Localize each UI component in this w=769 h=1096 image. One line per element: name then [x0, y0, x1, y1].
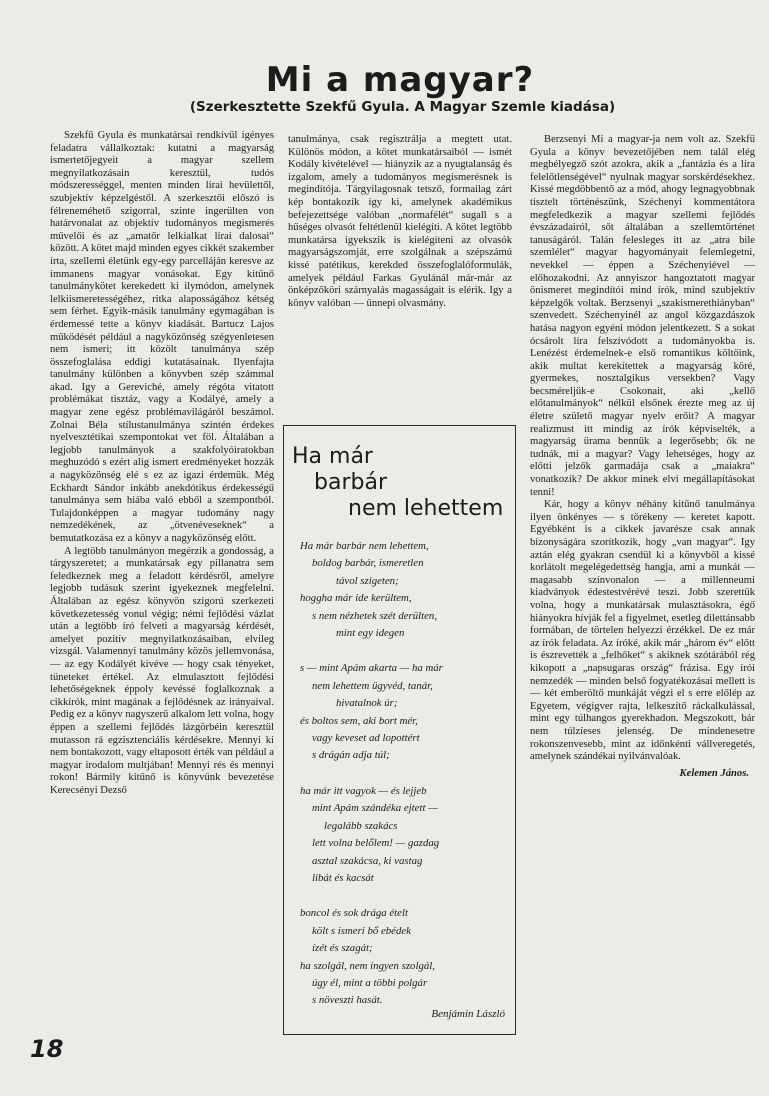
- poem-line: távol szigeten;: [336, 574, 399, 587]
- poem-stanza: [300, 783, 510, 887]
- poem-stanza: [300, 538, 510, 642]
- article-title: Mi a magyar?: [265, 60, 535, 100]
- poem-line: asztal szakácsa, ki vastag: [312, 854, 423, 867]
- article-subtitle: (Szerkesztette Szekfű Gyula. A Magyar Szemle kiadása): [189, 99, 616, 115]
- paragraph: Berzsenyi Mi a magyar-ja nem volt az. Szekfű Gyula a könyv bevezetőjében nem talál elég megbélyegző szót azokra, akik a „fantázia és a líra felelőtlenségével“ nyulnak magyar sorskérdésekhez. Kissé megdöbbentő az a mód, ahogy legnagyobbnak tisztelt történészünk, Széchenyi kommentátora megfeledkezik a magyar szellemi fejlődés évszázadairól, sőt általában a szellemtörténet tanuságáról. Talán felesleges itt az „atra bile szemlélet“ magyar hagyományait felemlegetni, nevekkel — éppen a Széchenyiével — előhozakodni. Az annyiszor hangoztatott magyar önismeret megindítói mind írók, mind szubjektív képzelgők voltak. Berzsenyi „szakismerethiányban“ szenvedett. Széchenyinél az angol közgazdászok hatása nagyon egyéni módon jelentkezett. S a sokat ócsárolt líra felszívódott a tudományokba is. Lenézést érdemelnek-e első romantikus költőink, akik multat kerekítettek a magyarság köré, gyermekes, nosztalgikus versekben? Vagy becsméreljük-e Csokonait, aki „kellő előtanulmányok“ nélkül elsőnek érezte meg az új életre születő magyar nyelv erőit? A magyar realizmust itt mindig az írók képviselték, a magyarság ürama bennük a legerősebb; ők ne tudnák, mi a magyar? Vagy lehetséges, hogy az előtti jelzők garmadája csak a „maiakra“ vonatkozik? De akkor minek elvi megállapításokat tenni!: [530, 134, 755, 498]
- poem-line: és boltos sem, aki bort mér,: [300, 714, 418, 727]
- poem-line: s drágán adja túl;: [312, 749, 390, 762]
- poem-stanza: [300, 905, 510, 1009]
- paragraph: Kár, hogy a könyv néhány kitűnő tanulmánya ilyen önkényes — s törékeny — keretet kapott. Egyébként is a cikkek javarésze csak annak bizonyságára szorítkozik, hogy „van magyar“. Igy aztán elég gyakran csendül ki a könyvből a kissé korlátolt megelégedettség hangja, ami a munkát — magasabb színvonalon — a millenneumi kiadványok édestestvérévé teszi. Jobb szerettük volna, hogy a munkatársak mulasztásokra, égő hiányokra hívják fel a figyelmet, esetleg dilettánsabb formában, de törtelen helyezzi érzékkel. De ez már az írók feladata. Az íróké, akik már „három év“ előtt is észrevették a „felhőket“ s akiknek szótárából rég kikopott a „napsugaras ország“ frázisa. Egy írói nemzedék — minden belső fogyatékozásai mellett is — két emberöltő munkáját végzi el s erre előlép az Egyetem, végigver rajta, lelkeszítő ráckalkulással, mint egy túlhangos gyerekhadon. Megszokott, bár nem túlzíeses jelenség. De mindenesetre rokonszenvesebb, mint az időnkénti vállveregetés, amelynek szándékai nyilvánvalóak.: [530, 499, 755, 763]
- poem-line: vagy keveset ad lopottért: [312, 732, 420, 745]
- poem-line: libát és kacsát: [312, 871, 374, 884]
- poem-line: boncol és sok drága ételt: [300, 907, 408, 920]
- poem-title-line: Ha már: [292, 444, 373, 469]
- poem-line: ízét és szagát;: [312, 942, 373, 955]
- poem-line: úgy él, mint a többi polgár: [312, 976, 428, 989]
- paragraph: A legtöbb tanulmányon megérzik a gondosság, a tárgyszeretet; a munkatársak egy pillanatra sem feledkeznek meg a feladott kérdésről, amelyre legjobb tudásuk szerint igyekeznek megfelelni. Általában az egész könyvön szigorú szerkezeti következetesség vonul végig; némi fejlődési vázlat után a legtöbb író felveti a magyarság kérdését, amelyet pozitív megnyilatkozásaiban, elvileg vizsgál. Valamennyi tanulmány közös jellemvonása, — az egy Kodályét kivéve — hogy csak tényeket, tüneteket értékel. Az elmulasztott fejlődési lehetőségeknek éppoly kevéssé foglalkoznak a cikkírók, mint magának a fejlődésnek az irányaival. Pedig ez a könyv nagyszerű alkalom lett volna, hogy éppen a szellemi fejlődés lázgörbéin keresztül mutasson rá egzisztenciális kérdésekre. Mennyi ki nem bontakozott, vagy eltaposott érték van például a magyar irodalom multjában! Mennyi rés és mennyi rokon! Bármily kitűnő is könyvünk bevezetése Kerecsényi Dezső: [50, 545, 274, 796]
- poem-body: [300, 538, 510, 1028]
- poem-title-line: nem lehettem: [348, 496, 504, 521]
- poem-line: nem lehettem ügyvéd, tanár,: [312, 679, 433, 692]
- paragraph: tanulmánya, csak regisztrálja a megtett utat. Különös módon, a kötet munkatársaiból — ismét Kodály kivételével — hiányzik az a nyugtalanság és izgalom, amely a tudományos megismerésnek is megindítója. Tárgyilagosnak tetsző, formailag zárt kép bontakozik így ki, amelynek akadémikus befejezettsége valóban „normafélét“ sugall s a hűséges olvasót feltétlenül kielégíti. A kötet legtöbb munkatársa igyekszik is kielégíteni az olvasók magyarságszomját, erre szolgálnak a szépszámú kissé patétikus, kerekded összefoglalóformulák, amelyek például Farkas Gyulánál már-már az önképzőköri szárnyalás magasságait is elérik. Igy a könyv valóban — ünnepi olvasmány.: [288, 134, 512, 309]
- poem-author: Benjámin László: [431, 1008, 505, 1020]
- poem-line: mint egy idegen: [336, 627, 405, 640]
- paragraph: Szekfű Gyula és munkatársai rendkívül igényes feladatra vállalkoztak: kutatni a magyarság ismertetőjegyeit a magyar szellem megnyilatkozásain keresztül, tudós módszerességgel, menten minden lírai hevülettől, szubjektív képzelgéstől. A szerkesztői előszó is félreneméhető szigorral, szinte ingerülten von határvonalat az objektív tudományos megismerés művelői és az „amatőr lelkialkat lírai dalosai“ között. A kötet majd minden egyes cikkét szakember írta, szellemi életünk egy-egy parcelláján keresve az immanens magyar vonásokat. Egy kitűnő tanulmánykötet kerekedett ki ilymódon, amelynek lelkiismeretességéhez, ritka alaposságához kétség sem férhet. Egyik-másik tanulmány egymagában is érdemessé tette a könyv kiadását. Bartucz Lajos működését például a nagyközönség szégyenletesen nem ismeri; itt közölt tanulmánya szép összefoglalása eddigi kutatásainak. Ilyenfajta tanulmány különben a könyvben szép számmal akad. Igy a Gereviché, amely régóta vitatott problémákat tisztáz, vagy a Kodályé, amely a magyar zene egész problémavilágáról beszámol. Zolnai Béla stílustanulmánya szintén érdekes nyelvesztétikai szempontokat vet föl. Általában a legjobb tanulmányok a szakfolyóiratokban meghuzódó s ezért alig ismert eredményeket hozzák a nagyközönség elé s ez az igazi érdemük. Még Eckhardt Sándor inkább anekdótikus érdekességű tanulmánya sem hiába való ebből a szempontból. Tulajdonképpen a magyar tudomány nagy nemzedékének, az „ötvenéveseknek“ a bemutatkozása ez a könyv a nagyközönség előtt.: [50, 130, 274, 544]
- poem-line: legalább szakács: [324, 819, 398, 832]
- poem-box: [283, 425, 516, 1035]
- poem-title-line: barbár: [314, 470, 387, 495]
- poem-line: boldog barbár, ismeretlen: [312, 557, 424, 570]
- poem-line: lett volna belőlem! — gazdag: [312, 837, 440, 850]
- poem-stanza: [300, 660, 510, 764]
- poem-line: s nem nézhetek szét derülten,: [312, 609, 438, 622]
- poem-line: költ s ismeri bő ebédek: [312, 924, 411, 937]
- review-signature: Kelemen János.: [679, 767, 749, 779]
- poem-line: s — mint Apám akarta — ha már: [300, 662, 443, 675]
- poem-line: hivatalnok úr;: [336, 697, 398, 710]
- poem-line: mint Apám szándéka ejtett —: [312, 802, 438, 815]
- poem-line: hoggha már ide kerültem,: [300, 592, 412, 605]
- poem-line: ha szolgál, nem ingyen szolgál,: [300, 959, 435, 972]
- poem-line: Ha már barbár nem lehettem,: [300, 540, 429, 552]
- page-number: 18: [30, 1035, 64, 1063]
- poem-line: s növeszti hasát.: [312, 994, 383, 1007]
- poem-title: [292, 444, 512, 522]
- poem-line: ha már itt vagyok — és lejjeb: [300, 784, 427, 797]
- text-column-3: [530, 134, 755, 1039]
- text-column-2: [288, 134, 512, 384]
- text-column-1: [50, 130, 274, 975]
